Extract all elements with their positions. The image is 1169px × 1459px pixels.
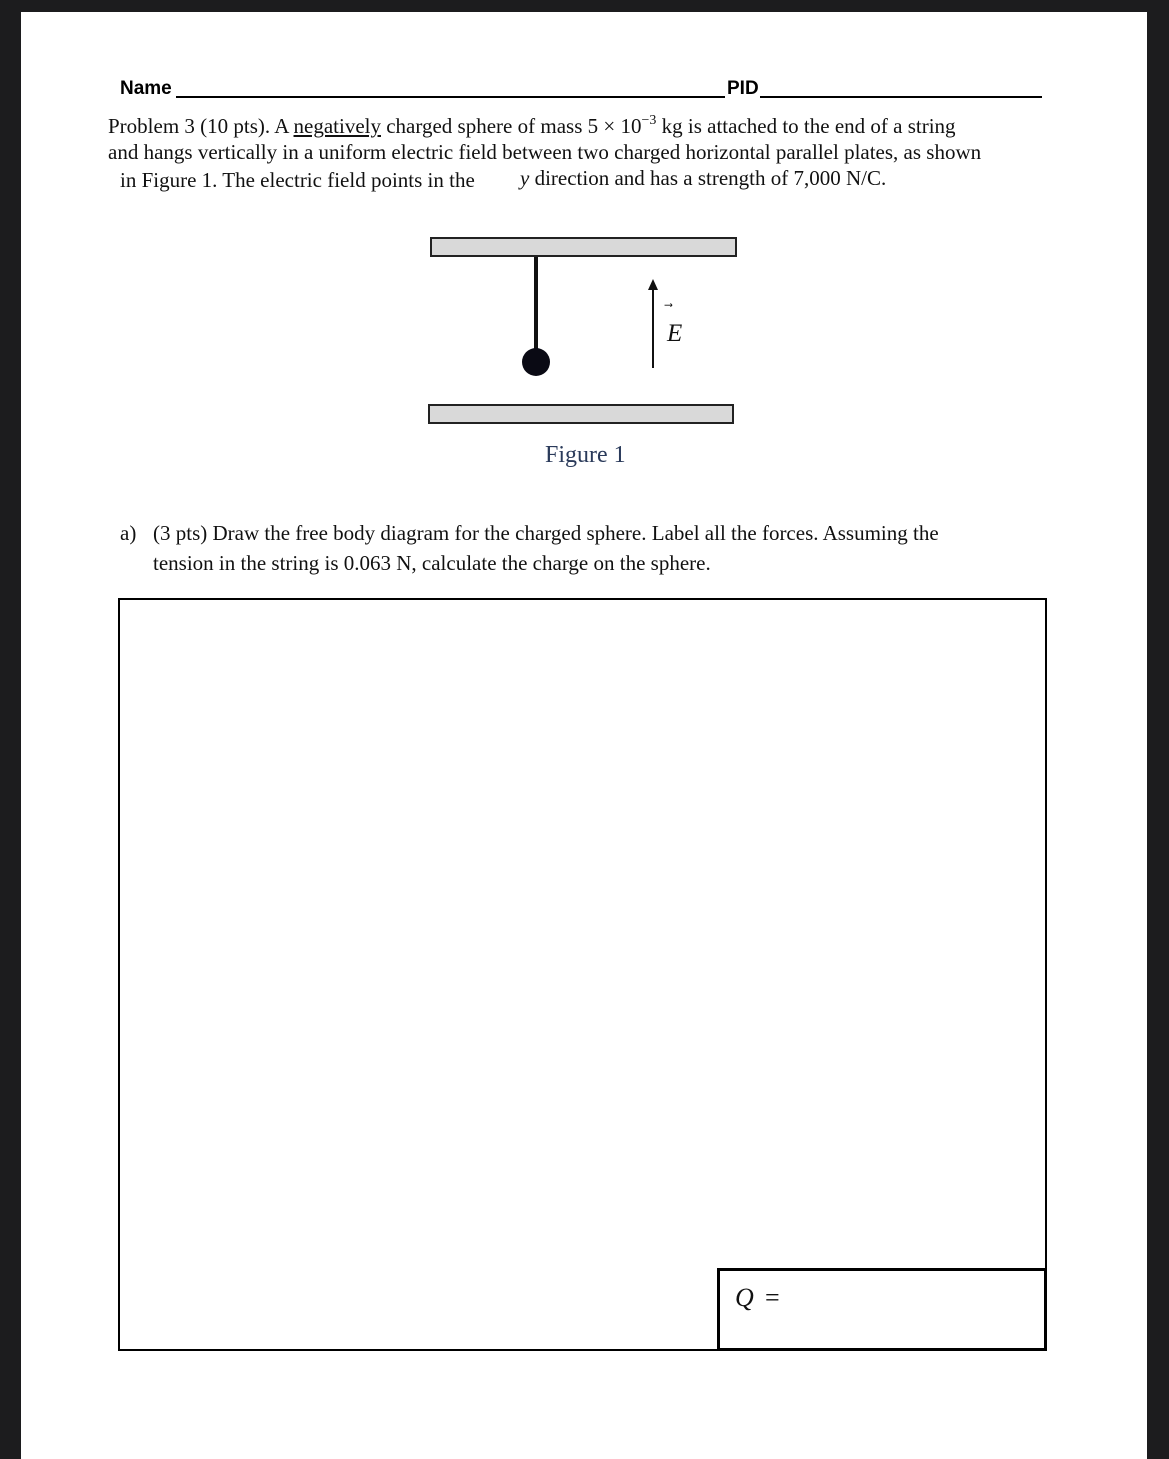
part-a-line-1: (3 pts) Draw the free body diagram for the charged sphere. Label all the forces. Assuming the	[153, 521, 939, 545]
name-label: Name	[120, 78, 172, 99]
field-label	[665, 314, 689, 350]
worksheet-page	[21, 12, 1147, 1459]
part-a-line-2: tension in the string is 0.063 N, calculate the charge on the sphere.	[153, 551, 711, 575]
q-answer-box[interactable]	[717, 1268, 1047, 1351]
pid-label: PID	[727, 78, 759, 99]
electric-field-arrow	[643, 278, 663, 370]
charged-sphere	[522, 348, 550, 376]
problem-text-1b: charged sphere of mass 5 × 10	[380, 114, 642, 138]
problem-text-1c: kg is attached to the end of a string	[656, 114, 956, 138]
problem-text-3b: direction and has a strength of 7,000 N/C.	[529, 166, 887, 190]
problem-text-1a: Problem 3 (10 pts). A	[108, 114, 294, 138]
q-symbol: Q	[735, 1283, 754, 1312]
problem-underlined-word: negatively	[293, 114, 381, 138]
problem-exponent: −3	[641, 113, 657, 128]
field-arrow-head	[648, 279, 658, 290]
bottom-plate	[428, 404, 734, 424]
problem-line-2: and hangs vertically in a uniform electric field between two charged horizontal parallel plates, as shown	[108, 140, 982, 164]
top-plate	[430, 237, 737, 257]
q-equals: =	[765, 1283, 780, 1312]
pid-field[interactable]	[760, 96, 1042, 98]
field-letter-e: E	[667, 320, 683, 347]
name-field[interactable]	[176, 96, 725, 98]
problem-line-3b	[520, 165, 886, 191]
problem-y-variable: y	[520, 166, 530, 190]
problem-line-3a: in Figure 1. The electric field points in the	[120, 168, 475, 192]
problem-line-1	[108, 113, 956, 139]
part-a-marker: a)	[120, 521, 137, 545]
figure-caption: Figure 1	[545, 442, 626, 468]
answer-work-area[interactable]	[118, 598, 1047, 1351]
